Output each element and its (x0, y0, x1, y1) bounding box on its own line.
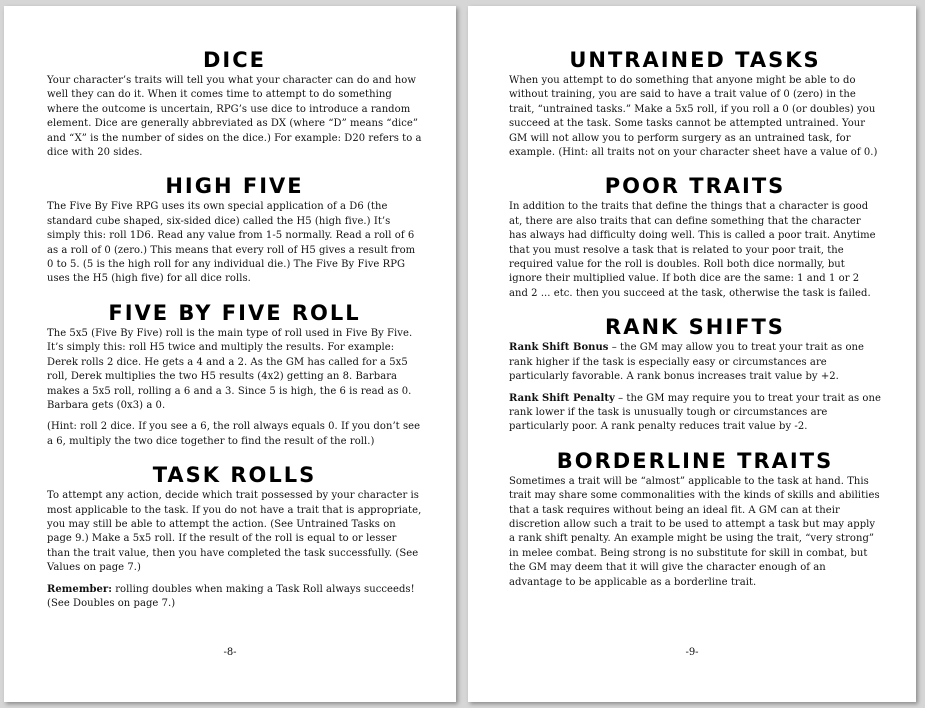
paragraph: (Hint: roll 2 dice. If you see a 6, the roll always equals 0. If you don’t see a 6, multiply the two dice together to find the result of the roll.) (47, 421, 421, 447)
remember-text: rolling doubles when making a Task Roll always succeeds! (See Doubles on page 7.) (47, 583, 415, 609)
rank-shift-penalty-text: – the GM may require you to treat your trait as one rank lower if the task is unusually tough or circumstances are particularly poor. A rank penalty reduces trait value by -2. (509, 392, 881, 433)
paragraph: When you attempt to do something that anyone might be able to do without training, you are said to have a trait value of 0 (zero) in the trait, “untrained tasks.” Make a 5x5 roll, if you roll a 0 (or doubles) you succeed at the task. Some tasks cannot be attempted untrained. Your GM will not allow you to perform surgery as an untrained task, for example. (Hint: all traits not on your character sheet have a value of 0.) (509, 75, 878, 159)
page-8 (4, 6, 456, 702)
heading-untrained-tasks: UNTRAINED TASKS (569, 48, 821, 72)
heading-rank-shifts: RANK SHIFTS (605, 315, 785, 340)
rank-shift-bonus (509, 341, 881, 384)
rank-shift-penalty-label: Rank Shift Penalty (509, 392, 615, 404)
rank-shift-bonus-label: Rank Shift Bonus (509, 342, 609, 354)
heading-high-five: HIGH FIVE (165, 174, 304, 199)
heading-borderline-traits: BORDERLINE TRAITS (556, 448, 834, 473)
paragraph: The Five By Five RPG uses its own special application of a D6 (the standard cube shaped, six-sided dice) called the H5 (high five.) It’s simply this: roll 1D6. Read any value from 1-5 normally. Read a roll of 6 as a roll of 0 (zero.) This means that every roll of H5 gives a result from 0 to 5. (5 is the high roll for any individual die.) The Five By Five RPG uses the H5 (high five) for all dice rolls. (47, 201, 416, 285)
page-number: -8- (223, 647, 237, 658)
page-number: -9- (685, 647, 699, 658)
paragraph: In addition to the traits that define the things that a character is good at, there are also traits that can define something that the character has always had difficulty doing well. This is called a poor trait. Anytime that you must resolve a task that is related to your poor trait, the required value for the roll is doubles. Roll both dice normally, but ignore their multiplied value. If both dice are the same: 1 and 1 or 2 and 2 ... etc. then you succeed at the task, otherwise the task is failed. (509, 201, 876, 299)
page-9 (468, 6, 916, 702)
remember-note (47, 583, 422, 612)
page-9-content (509, 46, 881, 590)
paragraph: Your character’s traits will tell you what your character can do and how well they can do it. When it comes time to attempt to do something where the outcome is uncertain, RPG’s use dice to introduce a random element. Dice are generally abbreviated as DX (where “D” means “dice” and “X” is the number of sides on the dice.) For example: D20 refers to a dice with 20 sides. (47, 75, 422, 159)
page-8-content (47, 46, 422, 611)
paragraph: Sometimes a trait will be “almost” applicable to the task at hand. This trait may share some commonalities with the kinds of skills and abilities that a task requires without being an ideal fit. A GM can at their discretion allow such a trait to be used to attempt a task but may apply a rank shift penalty. An example might be using the trait, “very strong” in melee combat. Being strong is no substitute for skill in combat, but the GM may deem that it will give the character enough of an advantage to be applicable as a borderline trait. (509, 475, 880, 588)
heading-task-rolls: TASK ROLLS (152, 463, 317, 488)
heading-five-by-five-roll: FIVE BY FIVE ROLL (108, 300, 361, 325)
rank-shift-penalty (509, 392, 881, 435)
heading-dice: DICE (202, 48, 266, 72)
remember-label: Remember: (47, 583, 112, 595)
paragraph: To attempt any action, decide which trait possessed by your character is most applicable to the task. If you do not have a trait that is appropriate, you may still be able to attempt the action. (See Untrained Tasks on page 9.) Make a 5x5 roll. If the result of the roll is equal to or lesser than the trait value, then you have completed the task successfully. (See Values on page 7.) (47, 490, 422, 574)
rank-shift-bonus-text: – the GM may allow you to treat your trait as one rank higher if the task is especially easy or circumstances are particularly favorable. A rank bonus increases trait value by +2. (509, 342, 864, 383)
heading-poor-traits: POOR TRAITS (604, 174, 786, 199)
paragraph: The 5x5 (Five By Five) roll is the main type of roll used in Five By Five. It’s simply this: roll H5 twice and multiply the results. For example: Derek rolls 2 dice. He gets a 4 and a 2. As the GM has called for a 5x5 roll, Derek multiplies the two H5 results (4x2) getting an 8. Barbara makes a 5x5 roll, rolling a 6 and a 3. Since 5 is high, the 6 is read as 0. Barbara gets (0x3) a 0. (47, 327, 413, 411)
